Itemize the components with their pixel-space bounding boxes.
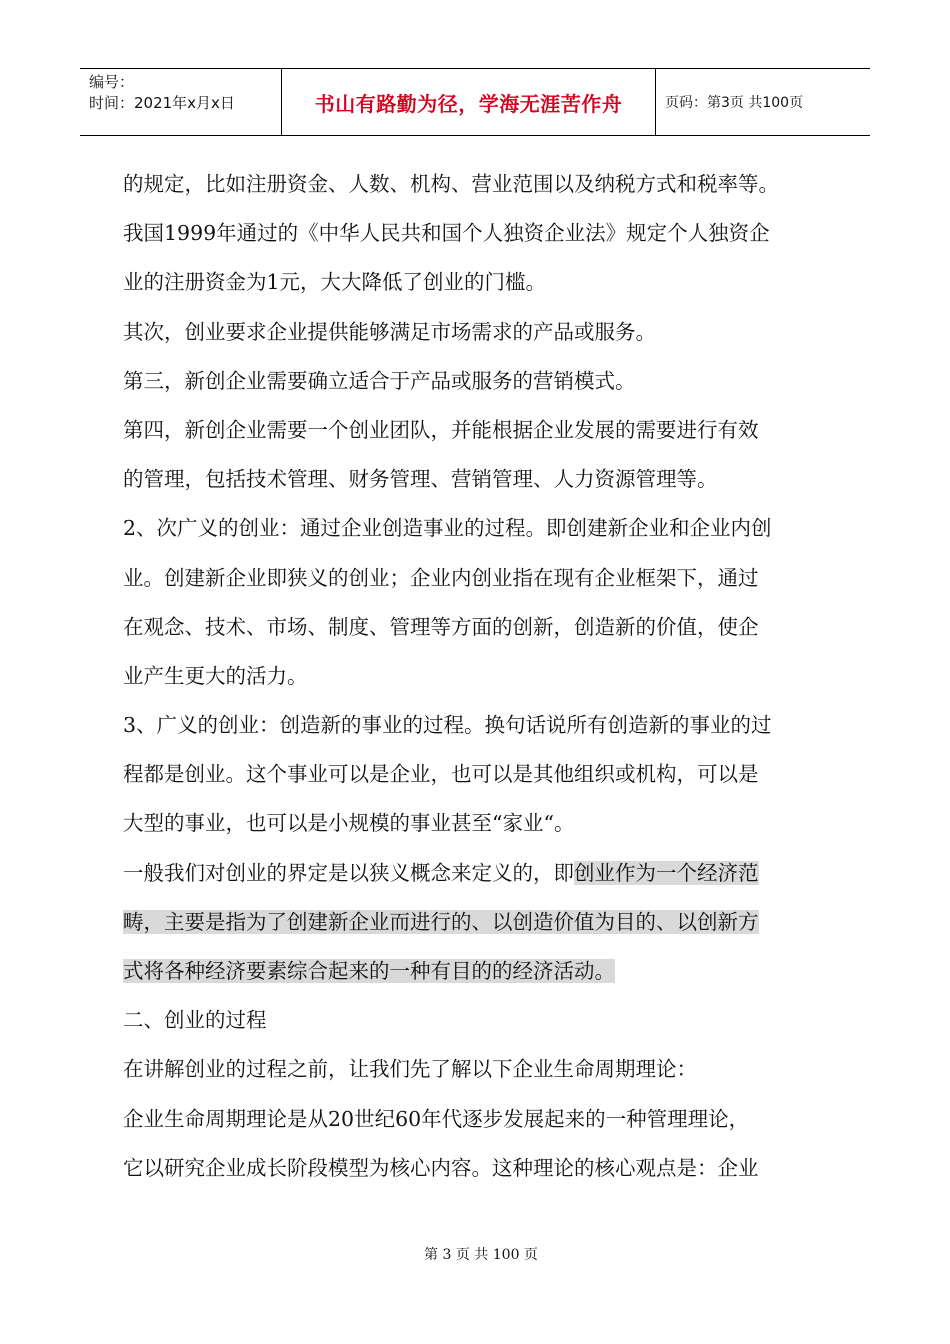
body-line: 企业生命周期理论是从20世纪60年代逐步发展起来的一种管理理论， [123,1106,750,1131]
body-line: 业的注册资金为1元，大大降低了创业的门槛。 [123,270,547,295]
plain-text: 一般我们对创业的界定是以狭义概念来定义的，即 [123,860,574,885]
body-line: 它以研究企业成长阶段模型为核心内容。这种理论的核心观点是：企业 [123,1155,759,1180]
body-line: 我国1999年通过的《中华人民共和国个人独资企业法》规定个人独资企 [123,221,770,246]
body-line: 程都是创业。这个事业可以是企业，也可以是其他组织或机构，可以是 [123,762,759,787]
body-line: 其次，创业要求企业提供能够满足市场需求的产品或服务。 [123,319,656,344]
body-line: 大型的事业，也可以是小规模的事业甚至“家业“。 [123,811,575,836]
highlighted-text: 式将各种经济要素综合起来的一种有目的的经济活动。 [123,959,615,983]
body-line: 在观念、技术、市场、制度、管理等方面的创新，创造新的价值，使企 [123,614,759,639]
document-body [123,160,833,1193]
body-line: 业。创建新企业即狭义的创业；企业内创业指在现有企业框架下，通过 [123,565,759,590]
highlighted-paragraph-line [123,898,833,947]
highlighted-text: 创业作为一个经济范 [574,860,759,885]
body-line: 在讲解创业的过程之前，让我们先了解以下企业生命周期理论： [123,1057,697,1082]
body-line: 3、广义的创业：创造新的事业的过程。换句话说所有创造新的事业的过 [123,713,772,738]
highlighted-text: 畴，主要是指为了创建新企业而进行的、以创造价值为目的、以创新方 [123,909,759,934]
body-line: 业产生更大的活力。 [123,663,308,688]
body-line: 第三，新创企业需要确立适合于产品或服务的营销模式。 [123,368,636,393]
header-page-label: 页码：第3页 共100页 [665,95,804,111]
highlighted-paragraph-line [123,849,833,898]
page-footer: 第 3 页 共 100 页 [424,1247,538,1263]
document-time-label: 时间：2021年x月x日 [89,94,235,112]
body-line: 的规定，比如注册资金、人数、机构、营业范围以及纳税方式和税率等。 [123,172,779,196]
highlighted-paragraph-line [123,947,833,996]
page-header [80,68,870,136]
document-number-label: 编号： [89,73,135,91]
section-heading: 二、创业的过程 [123,1008,267,1033]
body-line: 第四，新创企业需要一个创业团队，并能根据企业发展的需要进行有效 [123,417,759,442]
body-line: 的管理，包括技术管理、财务管理、营销管理、人力资源管理等。 [123,467,718,492]
header-motto: 书山有路勤为径，学海无涯苦作舟 [282,69,656,135]
body-line: 2、次广义的创业：通过企业创造事业的过程。即创建新企业和企业内创 [123,516,772,541]
header-meta [80,69,282,135]
